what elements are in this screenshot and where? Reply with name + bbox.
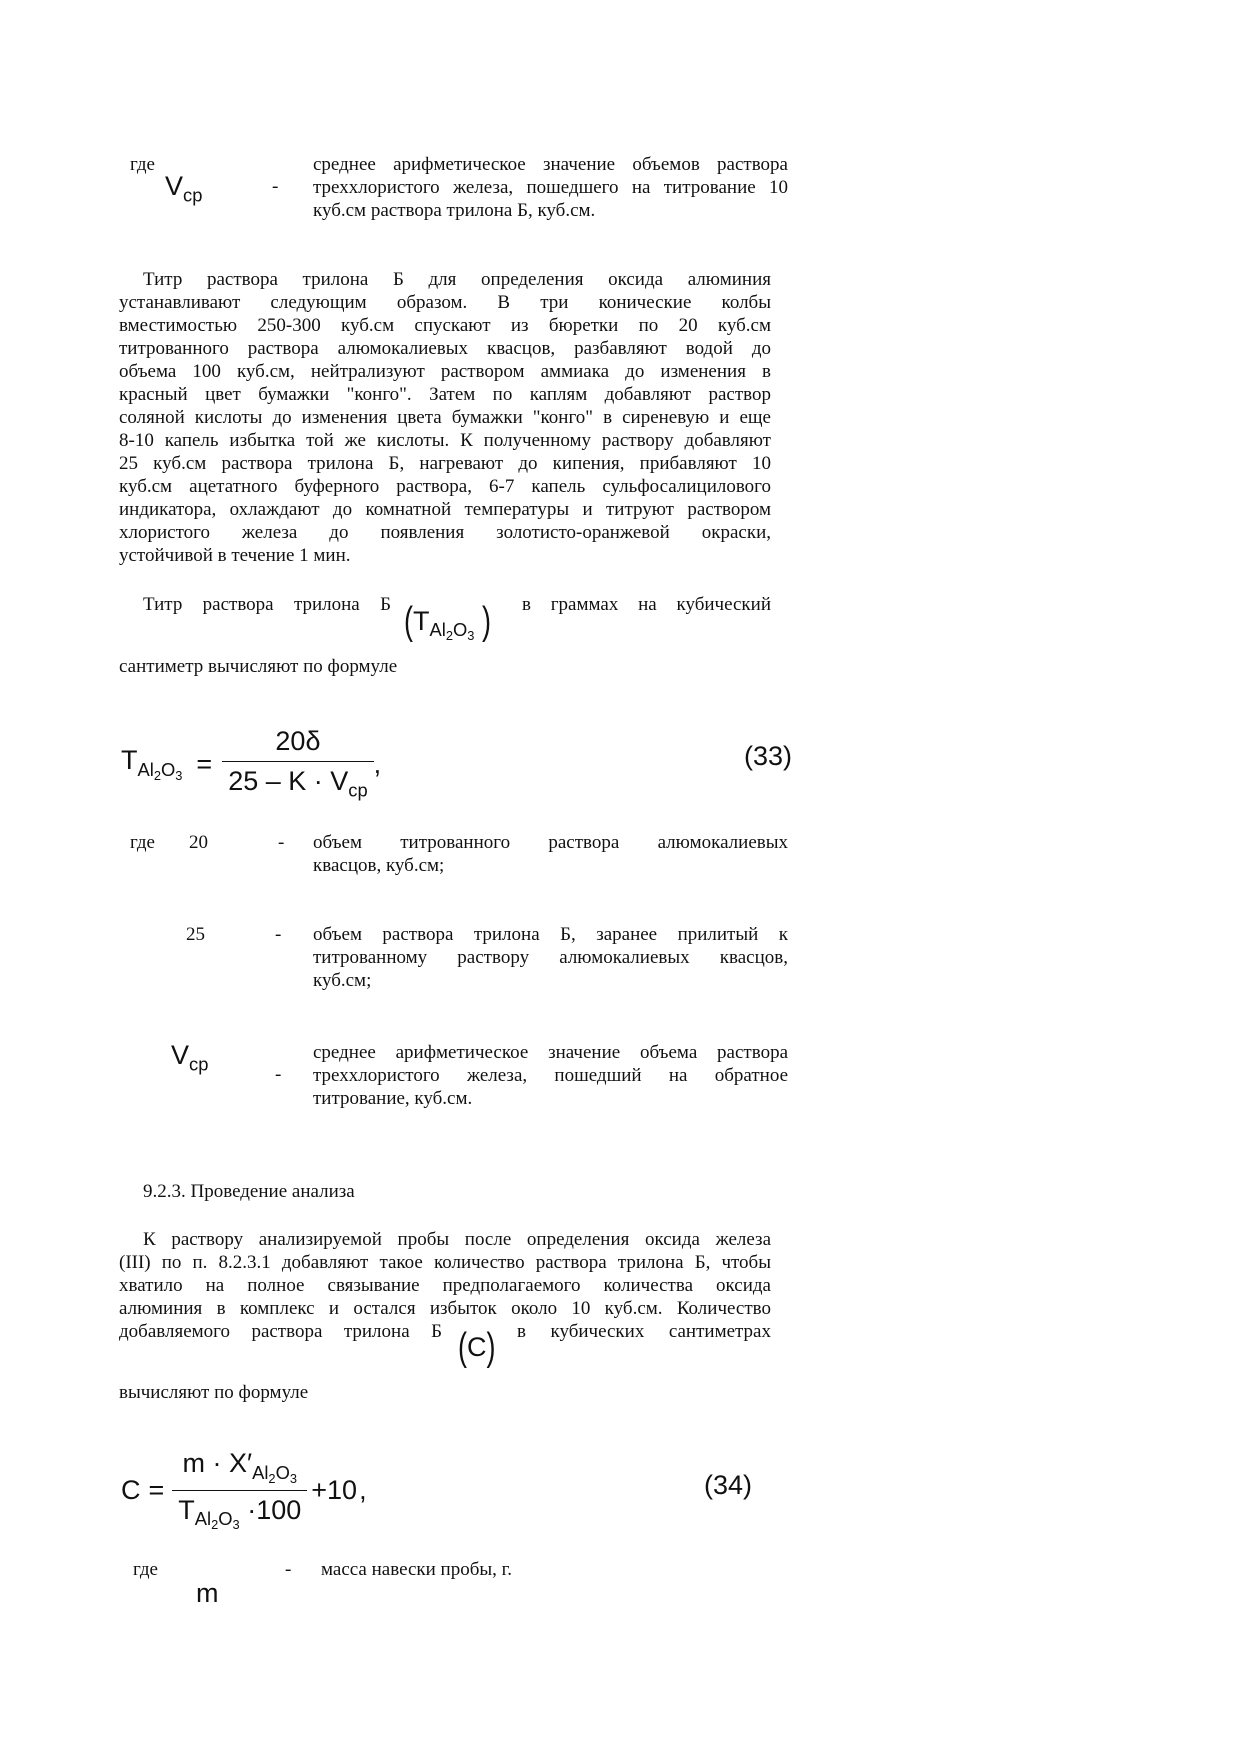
paragraph-procedure-right: в кубических сантиметрах — [517, 1321, 771, 1342]
c-symbol-inline: (C) — [458, 1325, 496, 1369]
formula-34-lhs: C — [121, 1474, 141, 1505]
formula-33-number: (33) — [744, 741, 793, 771]
def33-text-2: объем раствора трилона Б, заранее прилитый к титрованному раствору алюмокалиевых квасцов, куб.см; — [313, 924, 788, 991]
vsr-definition: среднее арифметическое значение объемов раствора треххлористого железа, пошедшего на титрование 10 куб.см раствора трилона Б, куб.см. — [313, 154, 788, 221]
def34-prefix: где — [133, 1559, 158, 1580]
def34-symbol-m: m — [196, 1578, 219, 1608]
formula-34-fraction — [172, 1448, 307, 1532]
formula-34-equals: = — [148, 1474, 165, 1505]
def33-text-3: среднее арифметическое значение объема раствора треххлористого железа, пошедший на обратное титрование, куб.см. — [313, 1042, 788, 1109]
formula-34 — [121, 1442, 367, 1538]
paragraph-titr-method: Титр раствора трилона Б для определения оксида алюминия устанавливают следующим образом. В три конические колбы вместимостью 250-300 куб.см спускают из бюретки по 20 куб.см титрованного раствора алюмокалиевых квасцов, разбавляют водой до объема 100 куб.см, нейтрализуют раствором аммиака до изменения в красный цвет бумажки "конго". Затем по каплям добавляют раствор соляной кислоты до изменения цвета бумажки "конго" в сиреневую и еще 8-10 капель избытка той же кислоты. К полученному раствору добавляют 25 куб.см раствора трилона Б, нагревают до кипения, прибавляют 10 куб.см ацетатного буферного раствора, 6-7 капель сульфосалицилового индикатора, охлаждают до комнатной температуры и титруют раствором хлористого железа до появления золотисто-оранжевой окраски, устойчивой в течение 1 мин. — [119, 269, 771, 566]
formula-34-number: (34) — [704, 1470, 753, 1500]
def33-prefix: где — [130, 832, 155, 853]
formula-33-equals: = — [196, 748, 213, 779]
paragraph-titr-left: Титр раствора трилона Б — [143, 594, 391, 615]
where-label: где — [130, 154, 155, 175]
formula-33-comma: , — [373, 748, 382, 779]
def33-text-1: объем титрованного раствора алюмокалиевых квасцов, куб.см; — [313, 832, 788, 876]
paragraph-titr-next: сантиметр вычисляют по формуле — [119, 656, 398, 677]
paragraph-procedure-next: вычисляют по формуле — [119, 1382, 309, 1403]
section-heading: 9.2.3. Проведение анализа — [143, 1181, 355, 1202]
def33-dash-3: - — [275, 1064, 282, 1085]
def34-text: масса навески пробы, г. — [321, 1559, 513, 1580]
formula-33-denominator: $25 - K \cdot V_{ср}$ — [228, 766, 368, 801]
def33-symbol-vsr: $V_{ср}$ — [171, 1040, 209, 1075]
def34-dash: - — [285, 1559, 292, 1580]
paragraph-procedure: К раствору анализируемой пробы после определения оксида железа (III) по п. 8.2.3.1 добавляют такое количество раствора трилона Б, чтобы хватило на полное связывание предполагаемого количества оксида алюминия в комплекс и остался избыток около 10 куб.см. Количество — [119, 1229, 771, 1319]
def33-symbol-25: 25 — [186, 924, 205, 945]
paragraph-procedure-left: добавляемого раствора трилона Б — [119, 1321, 442, 1342]
formula-33 — [121, 724, 381, 804]
formula-33-fraction — [222, 726, 373, 801]
formula-34-denominator: $T_{Al_2O_3} \cdot 100$ — [178, 1494, 302, 1532]
formula-34-numerator: $m \cdot X'_{Al_2O_3}$ — [172, 1448, 307, 1490]
formula-34-comma: , — [359, 1474, 367, 1505]
formula-33-lhs: $T_{Al_2O_3}$ — [121, 745, 183, 783]
def33-dash-1: - — [278, 832, 285, 853]
titr-symbol-inline: ($T_{Al_2O_3}$ ) — [404, 599, 491, 644]
formula-34-plus-ten: +10 — [311, 1474, 358, 1505]
paragraph-titr-right: в граммах на кубический — [522, 594, 771, 615]
def-dash: - — [272, 176, 279, 197]
def33-dash-2: - — [275, 924, 282, 945]
formula-33-numerator: 20δ — [222, 726, 373, 762]
def33-symbol-20: 20 — [189, 832, 208, 853]
vsr-symbol: $V_{ср}$ — [165, 171, 203, 206]
